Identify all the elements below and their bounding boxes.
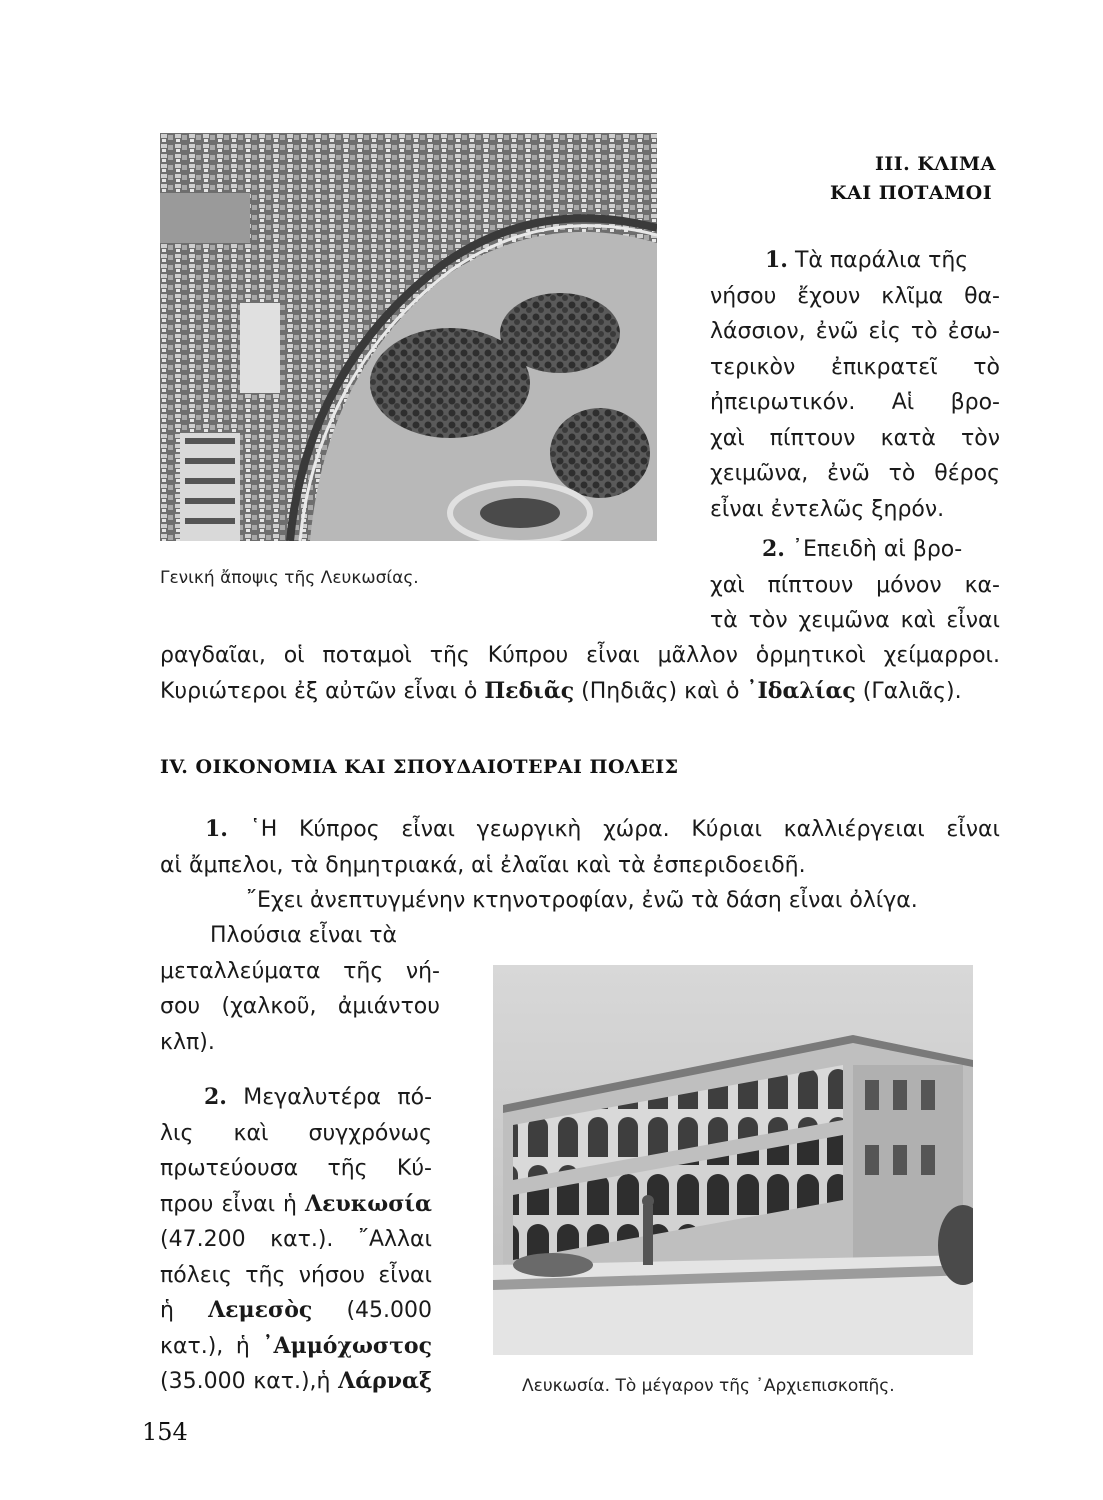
s4p2-line-9-a: (35.000 κατ.),ἡ bbox=[160, 1369, 331, 1394]
s4p2-number: 2. bbox=[204, 1084, 227, 1110]
s3p2-line-5-c: (Πηδιᾶς) καὶ ὁ bbox=[581, 678, 740, 704]
s4p2-line-8-a: κατ.), ἡ bbox=[160, 1333, 250, 1359]
s3p1-line-1-text: Τὰ παράλια τῆς bbox=[794, 248, 969, 273]
city-lefkosia: Λευκωσία bbox=[305, 1190, 432, 1217]
city-larnax: Λάρναξ bbox=[338, 1368, 433, 1394]
s3p1-line-6: χαὶ πίπτουν κατὰ τὸν bbox=[710, 425, 1000, 451]
s3p1-line-3: λάσσιον, ἐνῶ εἰς τὸ ἐσω- bbox=[710, 319, 1000, 344]
s3p2-line-2: χαὶ πίπτουν μόνον κα- bbox=[710, 572, 1000, 598]
s3p1-line-7: χειμῶνα, ἐνῶ τὸ θέρος bbox=[710, 461, 1000, 486]
s4p2-line-2: λις καὶ συγχρόνως bbox=[160, 1120, 432, 1146]
s4p2-line-3: πρωτεύουσα τῆς Κύ- bbox=[160, 1156, 432, 1181]
s4p1-line-1-text: ῾Η Κύπρος εἶναι γεωργικὴ χώρα. Κύριαι καλλιέργειαι εἶναι bbox=[249, 817, 1000, 842]
page-number: 154 bbox=[142, 1418, 188, 1446]
section-4-paragraph-1 bbox=[160, 812, 1000, 919]
section-3-paragraph-2-column bbox=[710, 532, 1000, 639]
section-3-title-line-1: III. ΚΛΙΜΑ bbox=[875, 153, 996, 175]
city-ammochostos: ᾽Αμμόχωστος bbox=[262, 1332, 432, 1359]
s4p2-line-7 bbox=[160, 1293, 432, 1329]
s3p2-line-5-e: (Γαλιᾶς). bbox=[862, 678, 962, 704]
section-3-title-line-2: ΚΑΙ ΠΟΤΑΜΟΙ bbox=[830, 182, 993, 204]
s3p1-line-5: ἠπειρωτικόν. Αἱ βρο- bbox=[710, 390, 1000, 415]
s4p1-number: 1. bbox=[205, 816, 228, 842]
s4p2-line-6: πόλεις τῆς νήσου εἶναι bbox=[160, 1262, 432, 1288]
s4p2-line-5: (47.200 κατ.). ῎Αλλαι bbox=[160, 1227, 432, 1252]
s4p2-line-4-a: πρου εἶναι ἡ bbox=[160, 1191, 297, 1217]
s4p1-line-6: σου (χαλκοῦ, ἀμιάντου bbox=[160, 994, 440, 1019]
palace-photo-drawing bbox=[493, 965, 973, 1355]
s4p2-line-7-c: (45.000 bbox=[346, 1298, 433, 1323]
s4p1-line-2: αἱ ἄμπελοι, τὰ δημητριακά, αἱ ἐλαῖαι καὶ τὰ ἐσπεριδοειδῆ. bbox=[160, 852, 806, 878]
aerial-photo-drawing bbox=[160, 133, 657, 541]
archbishopric-palace-photo bbox=[493, 965, 973, 1355]
s3p2-line-5 bbox=[160, 674, 1000, 710]
s3p1-number: 1. bbox=[765, 247, 788, 273]
s4p2-line-9 bbox=[160, 1364, 432, 1400]
river-idalias: ᾽Ιδαλίας bbox=[746, 677, 856, 704]
s4p1-line-3: ῎Εχει ἀνεπτυγμένην κτηνοτροφίαν, ἐνῶ τὰ δάση εἶναι ὀλίγα. bbox=[246, 888, 918, 913]
city-lemesos: Λεμεσὸς bbox=[208, 1297, 313, 1323]
s4p1-line-1 bbox=[160, 812, 1000, 848]
section-3-paragraph-1 bbox=[710, 243, 1000, 527]
s4p2-line-1 bbox=[160, 1080, 432, 1116]
river-pedias: Πεδιᾶς bbox=[484, 677, 575, 704]
s4p2-line-7-a: ἡ bbox=[160, 1298, 174, 1323]
s3p1-line-2: νήσου ἔχουν κλῖμα θα- bbox=[710, 283, 1000, 309]
section-3-paragraph-2-full bbox=[160, 638, 1000, 709]
s3p2-line-1-text: ᾽Επειδὴ αἱ βρο- bbox=[791, 537, 963, 562]
section-4-paragraph-2 bbox=[160, 1080, 432, 1400]
s3p1-line-1 bbox=[710, 243, 1000, 279]
nicosia-aerial-photo bbox=[160, 133, 657, 541]
s4p1-line-5: μεταλλεύματα τῆς νή- bbox=[160, 958, 440, 984]
section-4-title: IV. ΟΙΚΟΝΟΜΙΑ ΚΑΙ ΣΠΟΥΔΑΙΟΤΕΡΑΙ ΠΟΛΕΙΣ bbox=[160, 756, 679, 778]
s4p1-line-4: Πλούσια εἶναι τὰ bbox=[210, 923, 397, 948]
s3p1-line-8: εἶναι ἐντελῶς ξηρόν. bbox=[710, 496, 945, 522]
s4p1-line-7: κλπ). bbox=[160, 1029, 215, 1055]
s3p2-line-3: τὰ τὸν χειμῶνα καὶ εἶναι bbox=[710, 608, 1000, 633]
s4p2-line-4 bbox=[160, 1187, 432, 1223]
photo-bottom-caption: Λευκωσία. Τὸ μέγαρον τῆς ᾽Αρχιεπισκοπῆς. bbox=[522, 1376, 895, 1396]
s4p2-line-8 bbox=[160, 1329, 432, 1365]
photo-top-caption: Γενική ἄποψις τῆς Λευκωσίας. bbox=[160, 568, 419, 588]
s3p2-number: 2. bbox=[762, 536, 785, 562]
s4p2-line-1-text: Μεγαλυτέρα πό- bbox=[243, 1085, 433, 1110]
s3p2-line-1 bbox=[710, 532, 1000, 568]
s3p2-line-4: ραγδαῖαι, οἱ ποταμοὶ τῆς Κύπρου εἶναι μᾶλλον ὁρμητικοὶ χείμαρροι. bbox=[160, 643, 1000, 668]
section-4-paragraph-1-column bbox=[160, 918, 440, 1060]
s3p2-line-5-a: Κυριώτεροι ἐξ αὐτῶν εἶναι ὁ bbox=[160, 678, 478, 704]
s3p1-line-4: τερικὸν ἐπικρατεῖ τὸ bbox=[710, 354, 1000, 380]
